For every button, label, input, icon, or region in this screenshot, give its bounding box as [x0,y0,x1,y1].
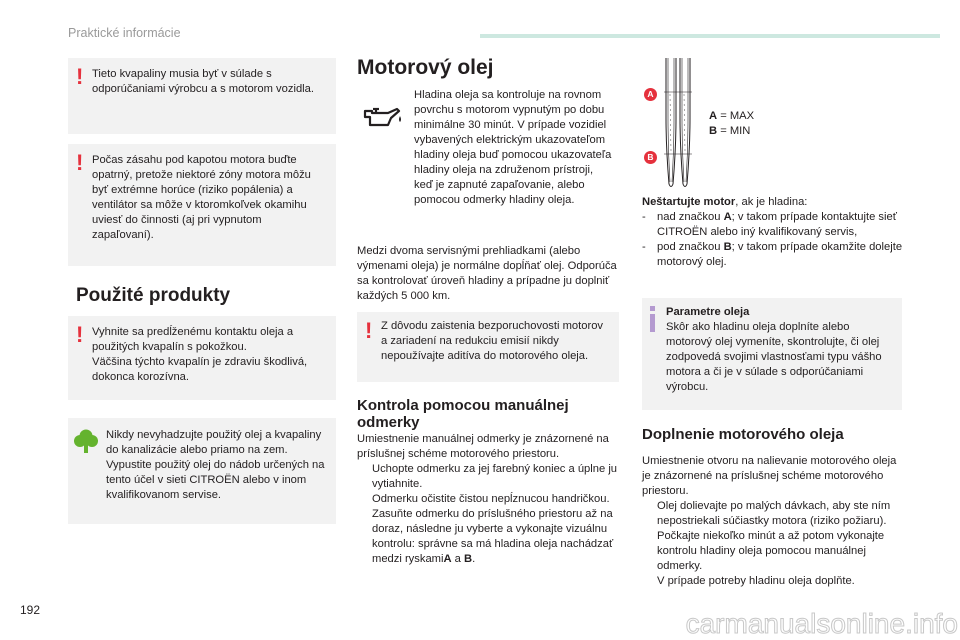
info-box-oil-parameters [642,298,902,410]
item-letter: B [723,241,732,253]
dash-icon: - [642,211,646,223]
step-text: V prípade potreby hladinu oleja doplňte. [657,575,855,587]
legend-max [709,109,754,124]
item-text: pod značkou [657,241,724,253]
conjunction: a [451,553,465,565]
warning-text: Počas zásahu pod kapotou motora buďte opatrný, pretože niektoré zóny motora môžu byť extrémne horúce (riziko popálenia) a ventilátor sa môže v ktoromkoľvek okamihu uviesť do činnosti (aj pri vypnutom zapaľovaní). [92,154,311,241]
period: . [472,553,476,565]
info-text: Skôr ako hladinu oleja doplníte alebo motorový olej vymeníte, skontrolujte, či olej zodpovedá svojimi vlastnosťami typu vášho motora a či je v súlade s odporúčaniami výrobcu. [666,321,882,393]
oil-can-icon [362,104,402,130]
item-text: ; v takom prípade kontaktujte sieť CITROËN alebo iný kvalifikovaný servis, [657,211,897,238]
legend-letter: A [709,110,718,122]
item-letter: A [723,211,732,223]
dipstick-intro: Umiestnenie manuálnej odmerky je znázornené na príslušnej schéme motorového priestoru. [357,433,609,460]
legend-text: = MIN [717,125,751,137]
warning-box-additives [357,312,619,382]
list-item [357,507,623,567]
no-start-bold: Neštartujte motor [642,196,736,208]
step-text: Odmerku očistite čistou nepĺznucou handričkou. [372,493,610,505]
mark-a: A [443,553,452,565]
list-item [642,574,908,589]
marker-b-icon: B [644,151,657,164]
legend-text: = MAX [717,110,755,122]
header-rule [480,34,940,38]
warning-text: Z dôvodu zaistenia bezporuchovosti motorov a zariadení na redukciu emisií nikdy nepoužívajte aditíva do motorového oleja. [381,320,604,362]
engine-oil-title: Motorový olej [357,56,494,79]
warning-icon: ! [365,318,373,343]
list-item [642,240,908,270]
list-item [642,529,908,574]
dash-icon: - [642,241,646,253]
svg-text:carmanualsonline.info: carmanualsonline.info [685,608,958,639]
list-item [642,210,908,240]
tree-icon [74,428,98,454]
step-text: Olej dolievajte po malých dávkach, aby ste ním nepostriekali súčiastky motora (riziko požiaru). [657,500,891,527]
dipstick-check-title: Kontrola pomocou manuálnej odmerky [357,397,569,431]
marker-a-icon: A [644,88,657,101]
legend-letter: B [709,125,718,137]
no-start-text: , ak je hladina: [735,196,808,208]
used-products-title: Použité produkty [76,285,231,306]
warning-box-fluids [68,58,336,134]
step-text: Počkajte niekoľko minút a až potom vykonajte kontrolu hladiny oleja pomocou manuálnej odmerky. [657,530,885,572]
refill-section [642,454,908,589]
warning-icon: ! [76,150,84,175]
list-item [357,462,623,492]
item-text: ; v takom prípade okamžite dolejte motorový olej. [657,241,903,268]
warning-text: Tieto kvapaliny musia byť v súlade s odporúčaniami výrobcu a s motorom vozidla. [92,68,314,95]
step-text: Uchopte odmerku za jej farebný koniec a úplne ju vytiahnite. [372,463,618,490]
warning-icon: ! [76,322,84,347]
eco-text: Vypustite použitý olej do nádob určených na tento účel v sieti CITROËN alebo v inom kvalifikovanom servise. [106,459,325,501]
refill-title: Doplnenie motorového oleja [642,426,844,443]
dipstick-section [357,432,623,567]
warning-box-skin-contact [68,316,336,400]
no-start-section [642,195,908,270]
mark-b: B [464,553,473,565]
warning-text: Väčšina týchto kvapalín je zdraviu škodlivá, dokonca korozívna. [92,356,308,383]
page-number: 192 [20,603,41,617]
step-text: Zasuňte odmerku do príslušného priestoru až na doraz, následne ju vyberte a vykonajte vizuálnu kontrolu: správne sa má hladina oleja nachádzať medzi ryskami [372,508,614,565]
item-text: nad značkou [657,211,724,223]
warning-box-hot-engine [68,144,336,266]
list-item [642,499,908,529]
refill-intro: Umiestnenie otvoru na nalievanie motorového oleja je znázornené na príslušnej schéme motorového priestoru. [642,455,897,497]
eco-text: Nikdy nevyhadzujte použitý olej a kvapaliny do kanalizácie alebo priamo na zem. [106,429,322,456]
info-icon [648,306,658,332]
info-title: Parametre oleja [666,306,750,318]
eco-box [68,418,336,524]
dipstick-illustration [656,58,698,190]
service-interval-text: Medzi dvoma servisnými prehliadkami (alebo výmenami oleja) je normálne dopĺňať olej. Odporúča sa kontrolovať úroveň hladiny a prípadne ju doplniť každých 5 000 km. [357,245,617,302]
list-item [357,492,623,507]
section-title: Praktické informácie [68,26,181,40]
engine-oil-intro: Hladina oleja sa kontroluje na rovnom povrchu s motorom vypnutým po dobu minimálne 30 minút. V prípade vozidiel vybavených elektrickým ukazovateľom hladiny oleja buď pomocou ukazovateľa hladiny oleja na združenom prístroji, keď je zapnuté zapaľovanie, alebo pomocou odmerky hladiny oleja. [414,89,612,206]
legend-min [709,124,750,139]
watermark [560,604,960,640]
warning-icon: ! [76,64,84,89]
warning-text: Vyhnite sa predĺženému kontaktu oleja a použitých kvapalín s pokožkou. [92,326,294,353]
